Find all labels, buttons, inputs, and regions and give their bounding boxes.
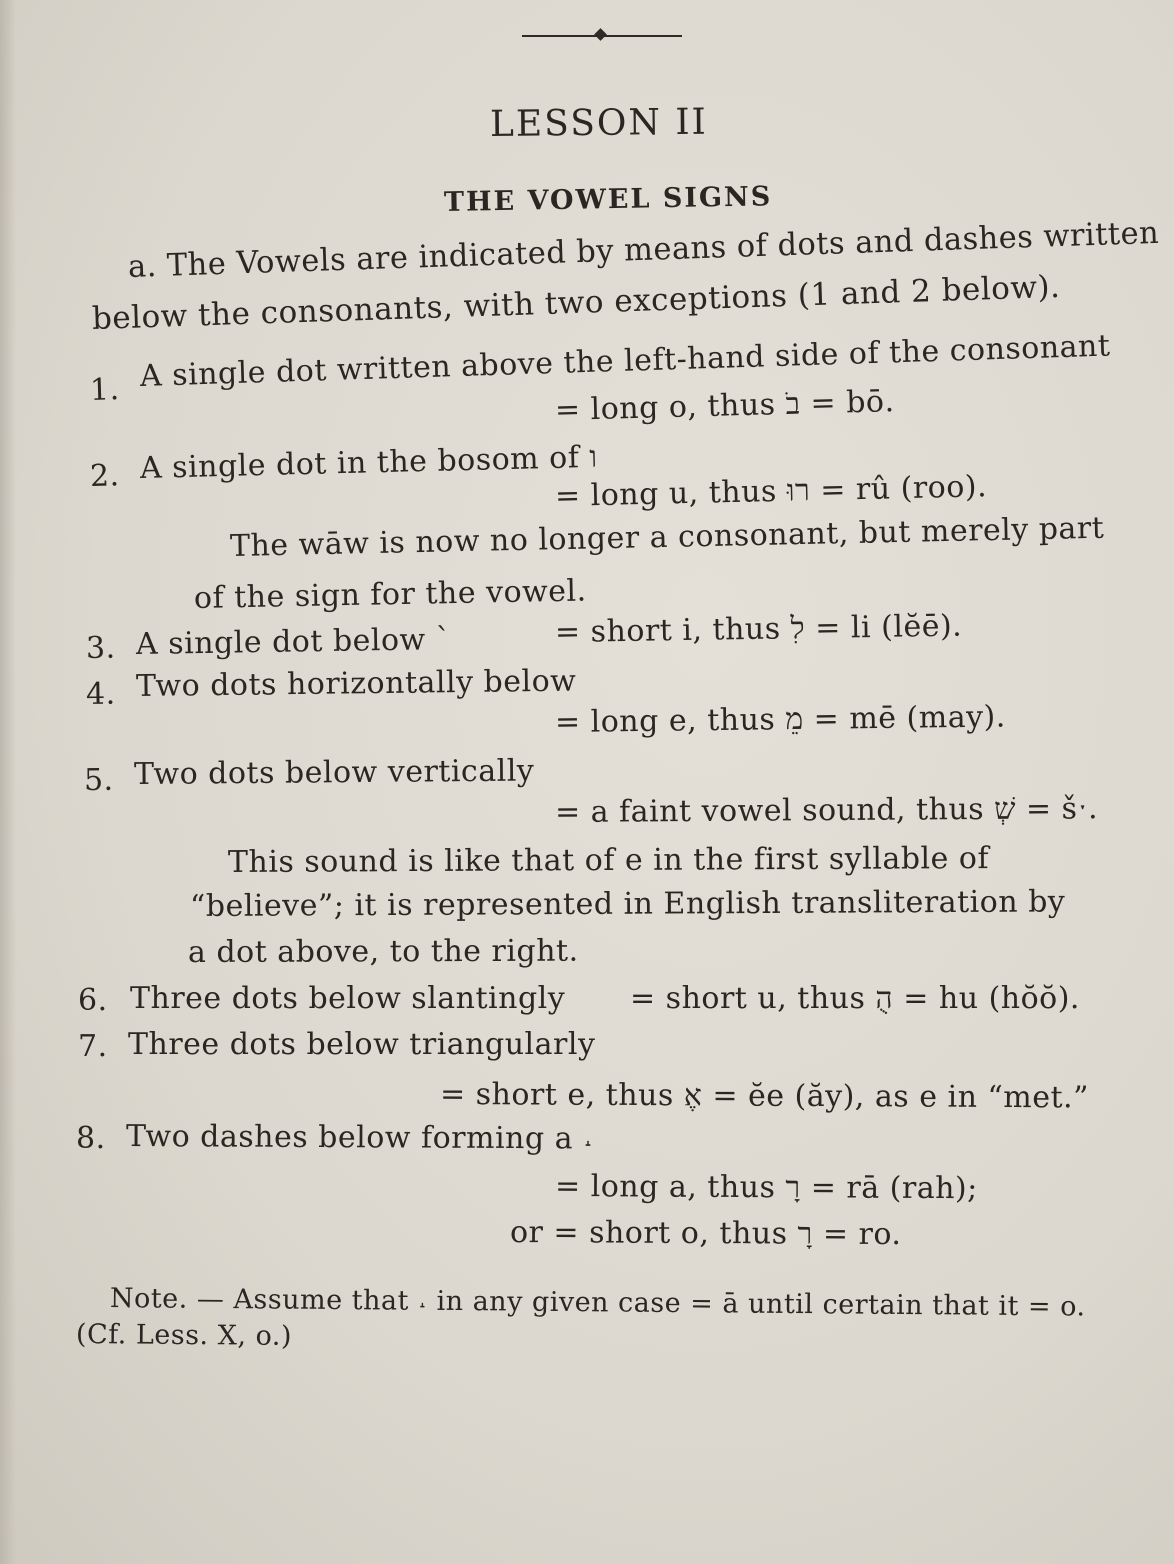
- item-6-number: 6.: [78, 983, 108, 1018]
- item-1-number: 1.: [89, 372, 121, 408]
- rule-diamond: [594, 28, 607, 41]
- item-4-line-1: Two dots horizontally below: [135, 663, 577, 704]
- item-8-line-2: = long a, thus רָ = rā (rah);: [554, 1169, 978, 1207]
- item-6-line-1: Three dots below slantingly: [130, 981, 566, 1016]
- item-5-line-4: “believe”; it is represented in English transliteration by: [189, 884, 1066, 924]
- item-5-line-5: a dot above, to the right.: [187, 933, 579, 970]
- note-line-2: (Cf. Less. X, o.): [75, 1319, 293, 1352]
- item-4-line-2: = long e, thus מֵ = mē (may).: [554, 699, 1007, 740]
- item-3-line-1: A single dot below ˋ: [135, 622, 452, 662]
- item-7-number: 7.: [78, 1029, 108, 1064]
- item-2-line-2: = long u, thus רוּ = rû (roo).: [554, 469, 988, 514]
- item-8-number: 8.: [76, 1121, 106, 1156]
- item-5-line-2: = a faint vowel sound, thus שְׁ = šˑ.: [554, 791, 1099, 830]
- ornamental-rule: [522, 34, 682, 38]
- item-7-line-2: = short e, thus אֶ = ĕe (ăy), as e in “met.”: [439, 1077, 1090, 1116]
- item-2-line-3: The wāw is now no longer a consonant, but merely part: [229, 510, 1105, 564]
- item-1-line-2: = long o, thus בֹ = bō.: [554, 384, 895, 428]
- item-4-number: 4.: [85, 676, 116, 712]
- item-5-line-1: Two dots below vertically: [133, 753, 535, 792]
- note-line-1: Note. — Assume that ˔ in any given case = ā until certain that it = o.: [109, 1283, 1086, 1323]
- item-2-line-1: A single dot in the bosom of ו: [139, 439, 598, 486]
- item-7-line-1: Three dots below triangularly: [128, 1027, 596, 1062]
- item-3-number: 3.: [85, 630, 116, 666]
- item-8-line-1: Two dashes below forming a ˔: [125, 1119, 594, 1157]
- item-5-number: 5.: [83, 762, 114, 798]
- item-3-line-2: = short i, thus לִ = li (lĕē).: [554, 608, 963, 650]
- intro-line-2: below the consonants, with two exceptions (1 and 2 below).: [91, 268, 1061, 337]
- section-title: THE VOWEL SIGNS: [443, 181, 773, 218]
- item-6-line-2: = short u, thus הֻ = hu (hŏŏ).: [630, 981, 1080, 1016]
- item-2-line-4: of the sign for the vowel.: [193, 573, 587, 616]
- item-8-line-3: or = short o, thus רָ = ro.: [509, 1215, 902, 1253]
- intro-line-1: a. The Vowels are indicated by means of dots and dashes written: [127, 214, 1160, 285]
- item-2-number: 2.: [89, 458, 121, 494]
- lesson-title: LESSON II: [489, 101, 708, 145]
- item-5-line-3: This sound is like that of e in the first syllable of: [227, 841, 990, 880]
- item-1-line-1: A single dot written above the left-hand side of the consonant: [139, 328, 1111, 394]
